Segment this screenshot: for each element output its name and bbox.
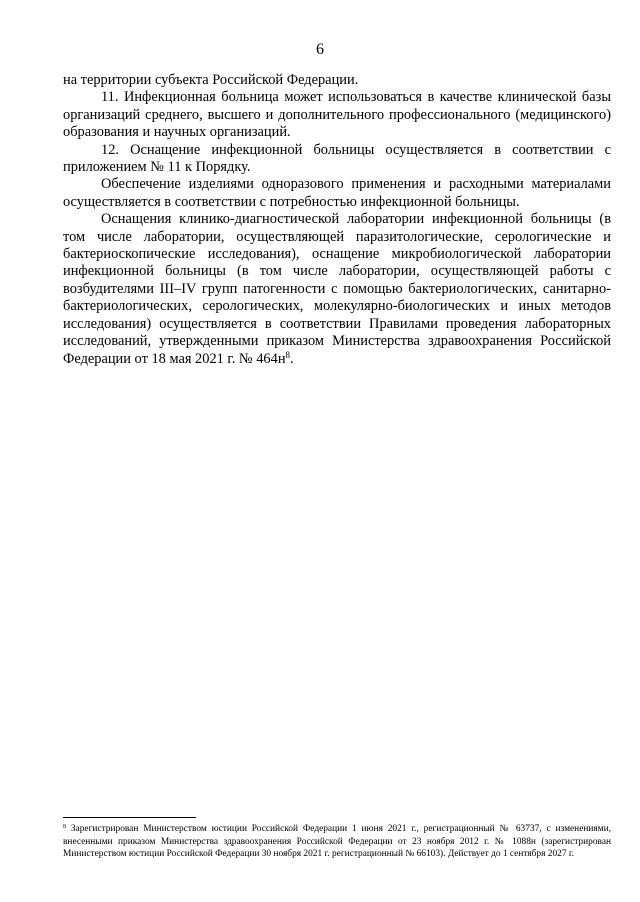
footnote-reference: 8 [285, 349, 291, 360]
paragraph-continuation: на территории субъекта Российской Федерации. [63, 72, 359, 88]
paragraph-laboratory-text: Оснащения клинико-диагностической лаборатории инфекционной больницы (в том числе лаборатории, осуществляющей паразитологические, серологические и бактериоскопические исследования), оснащение микробиологической лаборатории инфекционной больницы (в том числе лаборатории, осуществляющей работы с возбудителями III–IV групп патогенности с помощью бактериологических, санитарно-бактериологических, серологических, молекулярно-биологических и иных методов исследования) осуществляется в соответствии Правилами проведения лабораторных исследований, утвержденными приказом Министерства здравоохранения Российской Федерации от 18 мая 2021 г. № 464н [63, 211, 611, 367]
page-number: 6 [316, 41, 324, 58]
paragraph-12: 12. Оснащение инфекционной больницы осуществляется в соответствии с приложением № 11 к Порядку. [63, 141, 611, 176]
footnote [63, 823, 611, 861]
footnote-text: Зарегистрирован Министерством юстиции Российской Федерации 1 июня 2021 г., регистрационный № 63737, с изменениями, внесенными приказом Министерства здравоохранения Российской Федерации от 23 ноября 2012 г. № 1088н (зарегистрирован Министерством юстиции Российской Федерации 30 ноября 2021 г. регистрационный № 66103). Действует до 1 сентября 2027 г. [63, 824, 612, 860]
paragraph-laboratory [63, 211, 611, 368]
footnote-marker: 8 [63, 824, 66, 830]
footnote-separator [63, 817, 196, 818]
paragraph-11: 11. Инфекционная больница может использоваться в качестве клинической базы организаций среднего, высшего и дополнительного профессионального (медицинского) образования и научных организаций. [63, 89, 611, 141]
paragraph-laboratory-end: . [290, 350, 294, 367]
paragraph-consumables: Обеспечение изделиями одноразового применения и расходными материалами осуществляется в соответствии с потребностью инфекционной больницы. [63, 176, 611, 210]
body-text [63, 72, 611, 368]
